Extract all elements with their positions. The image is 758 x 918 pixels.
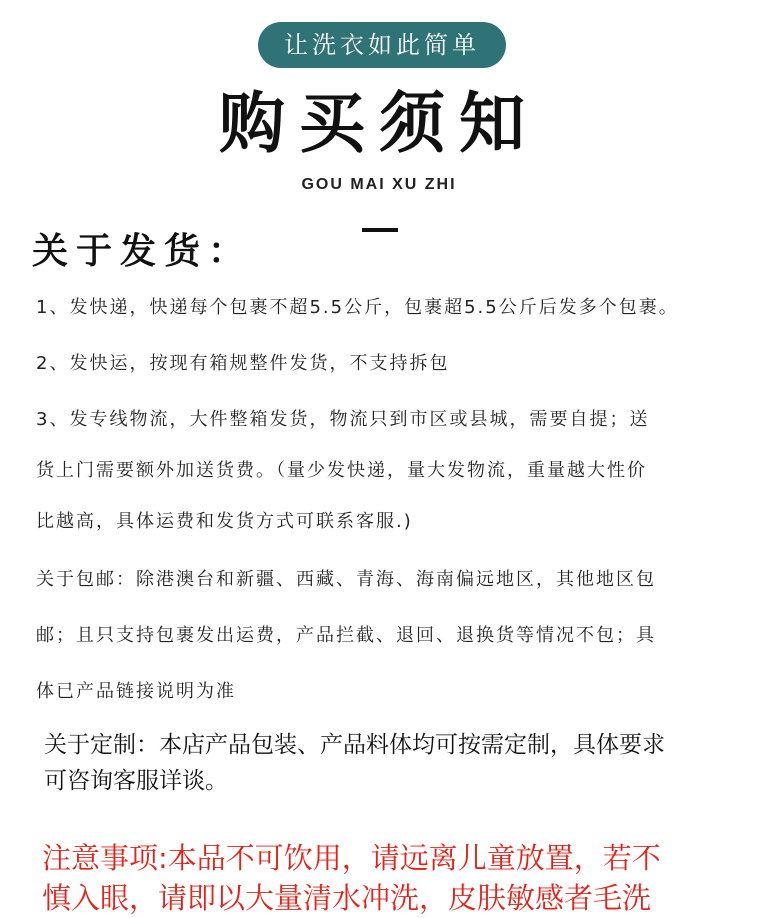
free-shipping-line-3: 体已产品链接说明为准 — [36, 681, 236, 702]
shipping-line-5: 比越高，具体运费和发货方式可联系客服.) — [36, 511, 413, 532]
customization-line-1: 关于定制：本店产品包装、产品料体均可按需定制，具体要求 — [44, 732, 665, 758]
customization-line-2: 可咨询客服详谈。 — [44, 768, 228, 794]
shipping-line-3: 3、发专线物流，大件整箱发货，物流只到市区或县城，需要自提；送 — [36, 409, 650, 430]
warning-line-2: 慎入眼，请即以大量清水冲洗，皮肤敏感者毛洗 — [42, 881, 652, 915]
free-shipping-line-1: 关于包邮：除港澳台和新疆、西藏、青海、海南偏远地区，其他地区包 — [36, 569, 656, 590]
page-subtitle-pinyin: GOU MAI XU ZHI — [301, 176, 457, 193]
shipping-line-2: 2、发快运，按现有箱规整件发货，不支持拆包 — [36, 353, 450, 374]
shipping-section-title: 关于发货： — [32, 231, 253, 272]
warning-line-1: 注意事项:本品不可饮用，请远离儿童放置，若不 — [42, 841, 661, 875]
page-title: 购买须知 — [219, 85, 539, 162]
title-divider — [362, 228, 398, 232]
slogan-badge: 让洗衣如此简单 — [258, 22, 506, 68]
free-shipping-line-2: 邮；且只支持包裹发出运费，产品拦截、退回、退换货等情况不包；具 — [36, 625, 656, 646]
shipping-line-4: 货上门需要额外加送货费。（量少发快递，量大发物流，重量越大性价 — [36, 460, 647, 481]
shipping-line-1: 1、发快递，快递每个包裹不超5.5公斤，包裹超5.5公斤后发多个包裹。 — [36, 297, 679, 318]
